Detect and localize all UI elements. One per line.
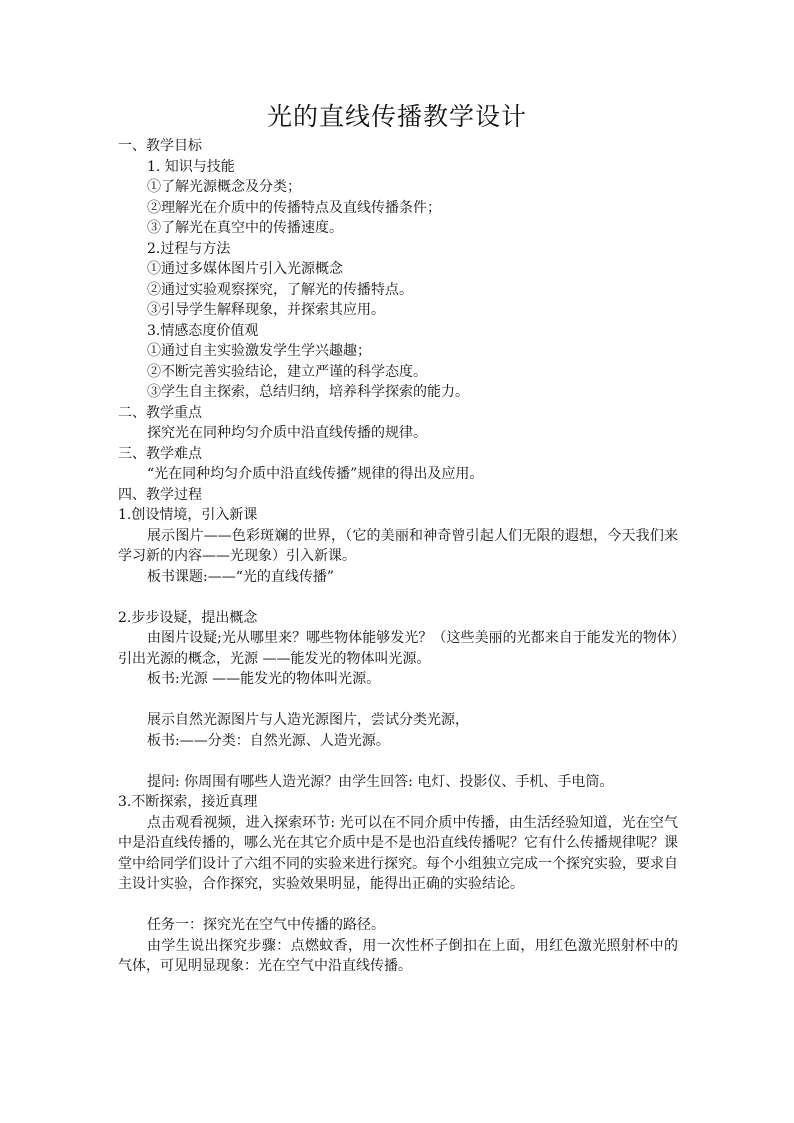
section-heading-goals: 一、教学目标	[118, 138, 202, 154]
list-item: ①了解光源概念及分类；	[147, 179, 301, 195]
list-item: ②理解光在介质中的传播特点及直线传播条件；	[147, 199, 441, 216]
blank-line	[118, 895, 678, 916]
paragraph-text: 展示自然光源图片与人造光源图片，尝试分类光源，	[147, 712, 469, 728]
board-note: 板书:光源 ——能发光的物体叫光源。	[147, 671, 381, 687]
page-title: 光的直线传播教学设计	[266, 102, 527, 131]
blank-line	[118, 690, 678, 711]
task-heading: 任务一：探究光在空气中传播的路径。	[147, 917, 385, 933]
subheading-knowledge: 1. 知识与技能	[147, 158, 235, 175]
list-item: ③引导学生解释现象，并探索其应用。	[147, 302, 385, 318]
list-item: ②不断完善实验结论，建立严谨的科学态度。	[147, 363, 427, 380]
step-heading-3: 3.不断探索，接近真理	[118, 794, 258, 810]
section-heading-difficulties: 三、教学难点	[118, 445, 202, 462]
section-heading-process: 四、教学过程	[118, 486, 202, 503]
section-heading-key-points: 二、教学重点	[118, 404, 202, 421]
paragraph-text: 由学生说出探究步骤：点燃蚊香，用一次性杯子倒扣在上面，用红色激光照射杯中的气体，可见明显现象：光在空气中沿直线传播。	[118, 937, 678, 974]
step-heading-1: 1.创设情境，引入新课	[118, 507, 258, 523]
document-body	[118, 136, 678, 977]
paragraph-text: 点击观看视频，进入探索环节: 光可以在不同介质中传播，由生活经验知道，光在空气中是沿直线传播的，哪么光在其它介质中是不是也沿直线传播呢？它有什么传播规律呢？课堂中给同学们设计了六组不同的实验来进行探究。每个小组独立完成一个探究实验，要求自主设计实验，合作探究，实验效果明显，能得出正确的实验结论。	[118, 814, 678, 892]
step-heading-2: 2.步步设疑，提出概念	[118, 609, 258, 626]
list-item: ①通过多媒体图片引入光源概念	[147, 261, 343, 277]
paragraph-text: 探究光在同种均匀介质中沿直线传播的规律。	[147, 425, 427, 441]
paragraph-text: 展示图片——色彩斑斓的世界，（它的美丽和神奇曾引起人们无限的遐想，今天我们来学习新的内容——光现象）引入新课。	[118, 527, 678, 564]
board-note: 板书:——分类：自然光源、人造光源。	[147, 732, 390, 749]
list-item: ①通过自主实验激发学生学兴趣趣；	[147, 343, 371, 359]
list-item: ③了解光在真空中的传播速度。	[147, 220, 343, 236]
paragraph-text: “光在同种均匀介质中沿直线传播”规律的得出及应用。	[147, 466, 484, 482]
list-item: ③学生自主探索，总结归纳，培养科学探索的能力。	[147, 384, 469, 400]
blank-line	[118, 751, 678, 772]
subheading-attitude: 3.情感态度价值观	[147, 322, 259, 339]
subheading-process: 2.过程与方法	[147, 240, 231, 257]
paragraph-text: 由图片设疑;光从哪里来？哪些物体能够发光？（这些美丽的光都来自于能发光的物体）引出光源的概念，光源 ——能发光的物体叫光源。	[118, 630, 678, 667]
board-note: 板书课题:——“光的直线传播”	[147, 568, 335, 585]
blank-line	[118, 587, 678, 608]
paragraph-text: 提问: 你周围有哪些人造光源？由学生回答: 电灯、投影仪、手机、手电筒。	[147, 773, 614, 790]
list-item: ②通过实验观察探究，了解光的传播特点。	[147, 281, 413, 298]
